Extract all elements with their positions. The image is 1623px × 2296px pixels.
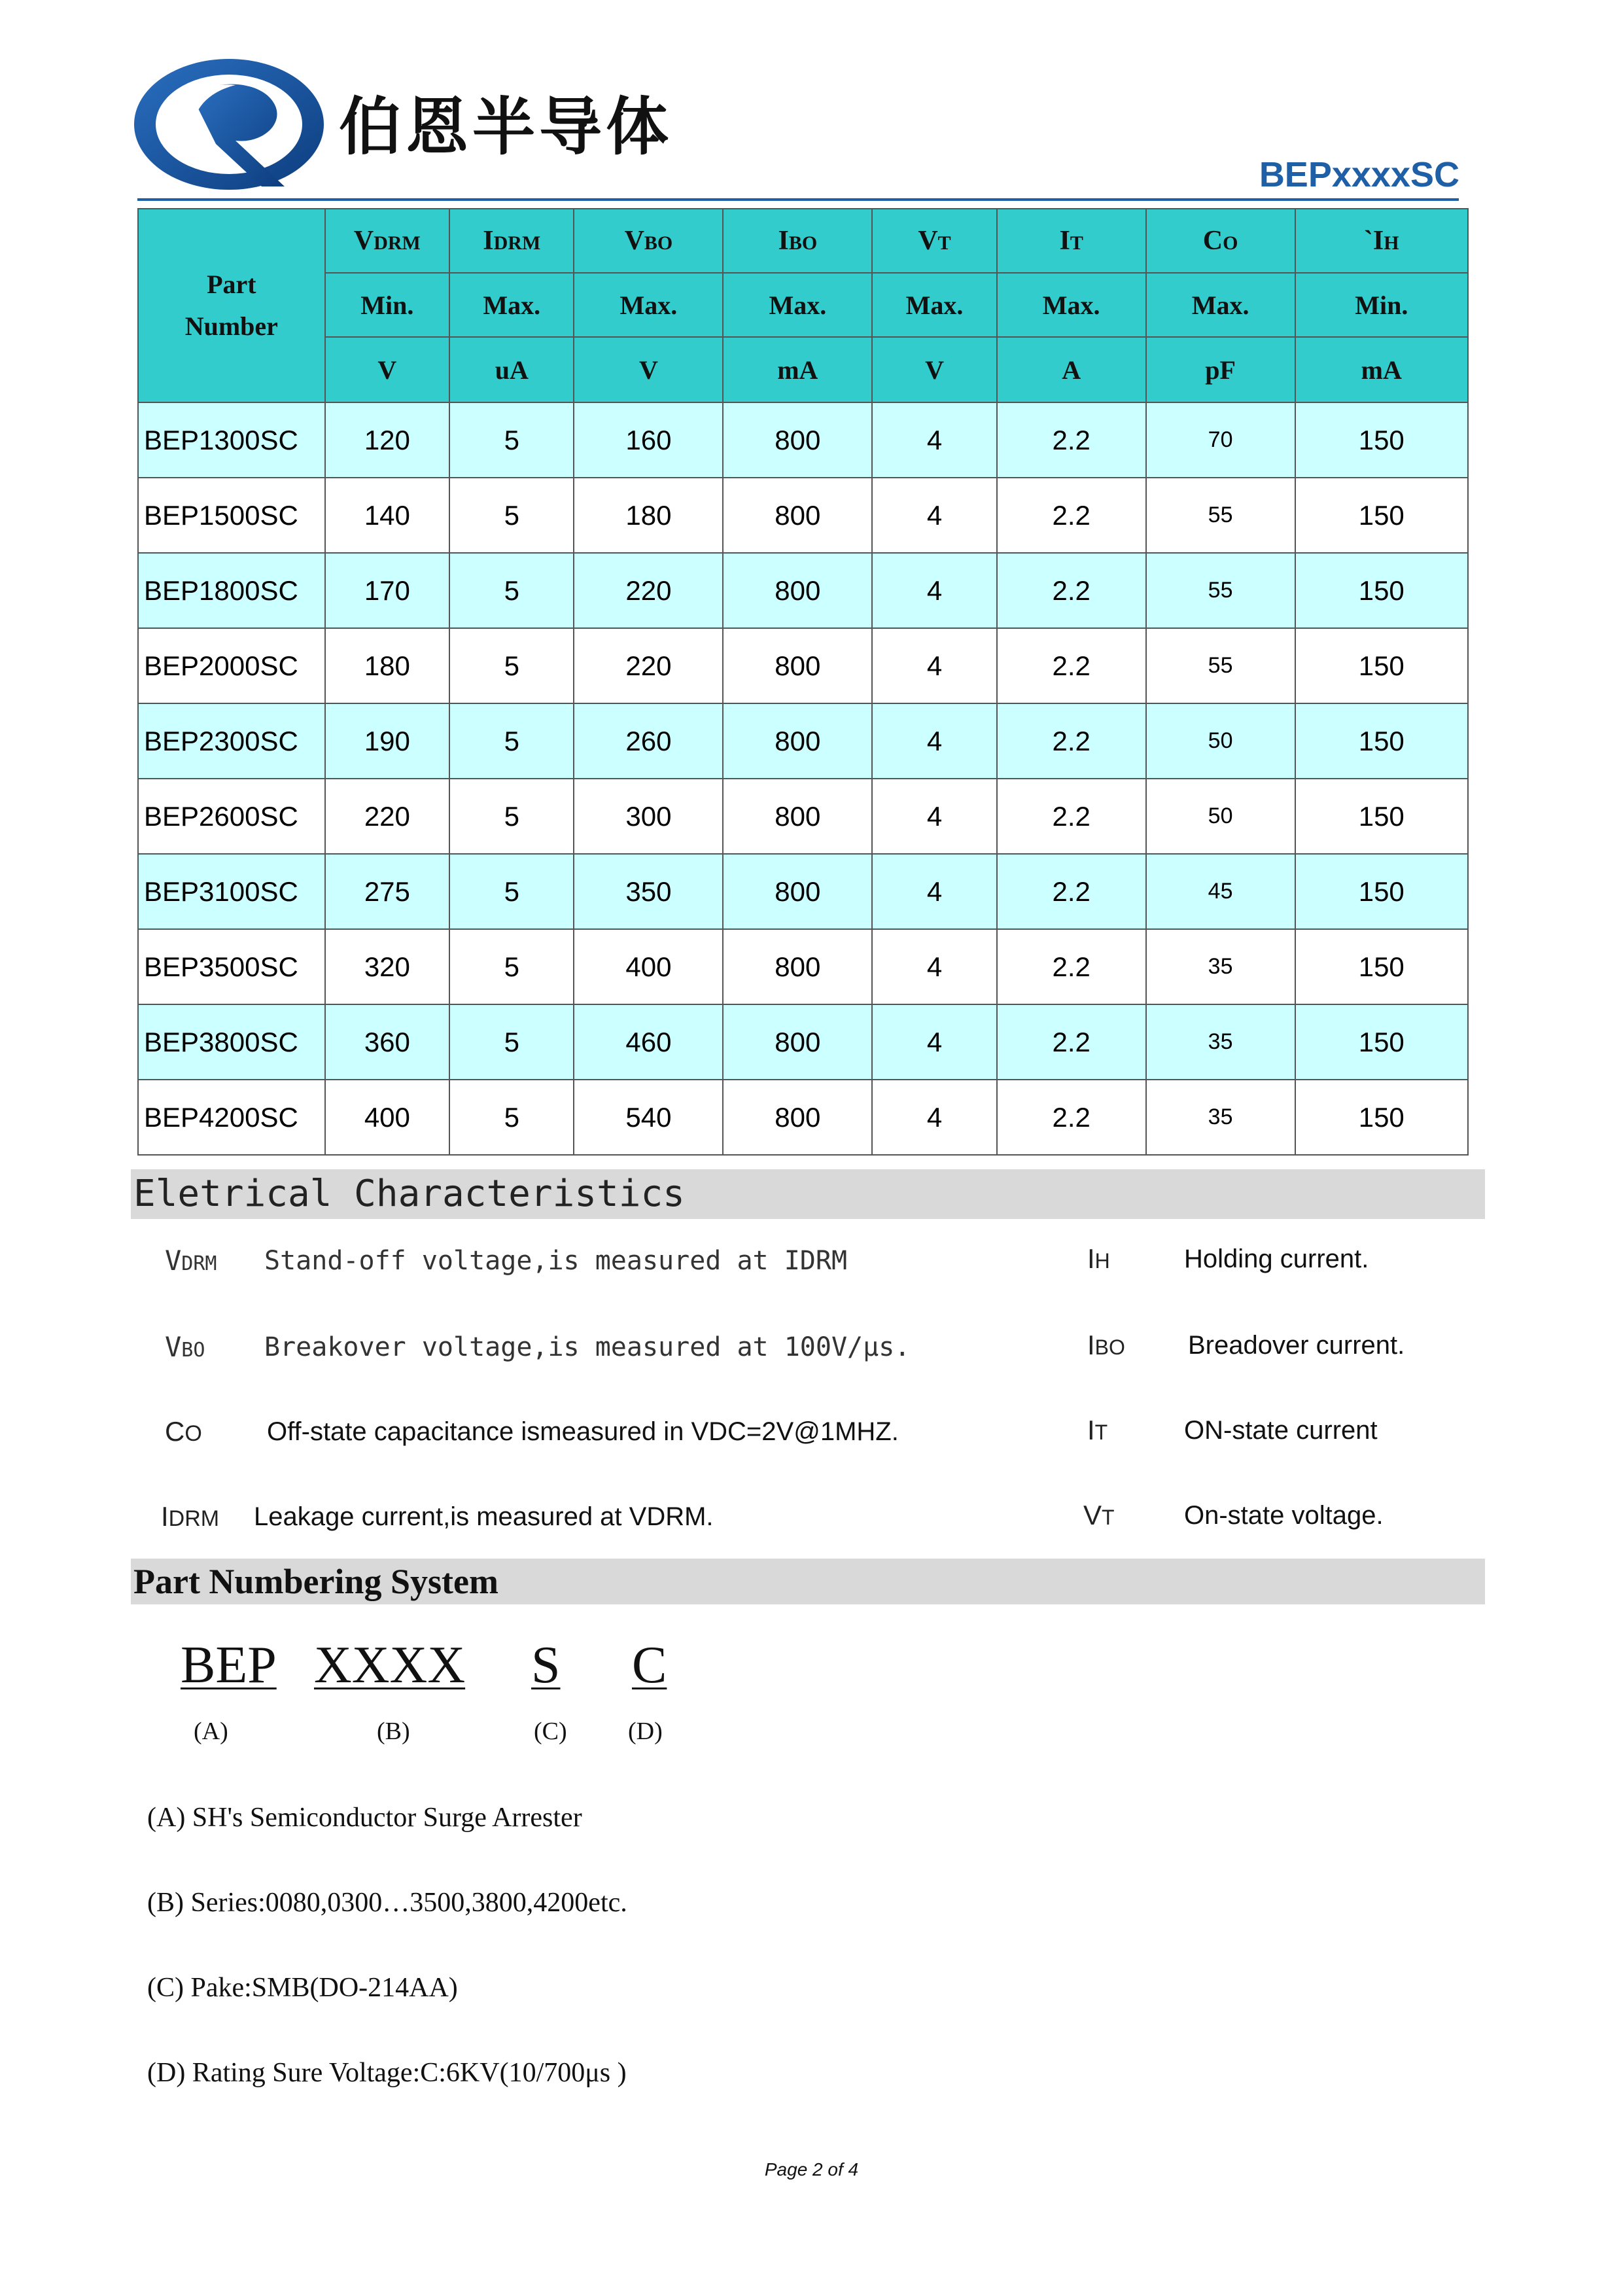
column-unit: mA xyxy=(723,337,872,402)
value-cell: 50 xyxy=(1146,779,1295,854)
part-description-d: (D) Rating Sure Voltage:C:6KV(10/700μs ) xyxy=(147,2058,627,2088)
value-cell: 150 xyxy=(1295,779,1468,854)
company-logo-icon xyxy=(131,52,327,196)
electrical-section-bar xyxy=(131,1169,1485,1219)
column-unit: A xyxy=(997,337,1146,402)
value-cell: 55 xyxy=(1146,628,1295,703)
value-cell: 160 xyxy=(574,402,723,478)
column-unit: uA xyxy=(449,337,574,402)
document-code: BEPxxxxSC xyxy=(1259,155,1459,194)
def-text-vdrm: Stand-off voltage,is measured at IDRM xyxy=(264,1246,848,1276)
value-cell: 800 xyxy=(723,703,872,779)
value-cell: 4 xyxy=(872,1004,996,1080)
column-limit: Max. xyxy=(449,273,574,337)
value-cell: 460 xyxy=(574,1004,723,1080)
table-row xyxy=(138,402,1468,478)
def-text-idrm: Leakage current,is measured at VDRM. xyxy=(254,1502,714,1531)
value-cell: 800 xyxy=(723,478,872,553)
value-cell: 2.2 xyxy=(997,779,1146,854)
def-symbol-vt: VT xyxy=(1083,1500,1115,1530)
value-cell: 220 xyxy=(574,628,723,703)
part-label-b: (B) xyxy=(377,1718,410,1745)
value-cell: 180 xyxy=(325,628,449,703)
electrical-title: Eletrical Characteristics xyxy=(133,1173,685,1215)
value-cell: 4 xyxy=(872,553,996,628)
value-cell: 150 xyxy=(1295,402,1468,478)
part-numbering-section-bar xyxy=(131,1559,1485,1604)
page-number: Page 2 of 4 xyxy=(764,2159,859,2180)
part-code-c: S xyxy=(531,1636,561,1694)
table-row xyxy=(138,1080,1468,1155)
value-cell: 800 xyxy=(723,854,872,929)
value-cell: 35 xyxy=(1146,1080,1295,1155)
value-cell: 5 xyxy=(449,402,574,478)
part-description-b: (B) Series:0080,0300…3500,3800,4200etc. xyxy=(147,1888,627,1918)
part-numbering-title: Part Numbering System xyxy=(133,1562,498,1601)
value-cell: 350 xyxy=(574,854,723,929)
part-code-d: C xyxy=(632,1636,667,1694)
def-symbol-ibo: IBO xyxy=(1087,1330,1125,1360)
value-cell: 320 xyxy=(325,929,449,1004)
value-cell: 800 xyxy=(723,929,872,1004)
value-cell: 5 xyxy=(449,478,574,553)
value-cell: 2.2 xyxy=(997,478,1146,553)
column-limit: Min. xyxy=(1295,273,1468,337)
part-number-cell: BEP3500SC xyxy=(138,929,325,1004)
def-text-co: Off-state capacitance ismeasured in VDC=2V@1MHZ. xyxy=(267,1417,899,1446)
def-text-ih: Holding current. xyxy=(1184,1245,1369,1273)
value-cell: 275 xyxy=(325,854,449,929)
column-symbol-it: IT xyxy=(997,209,1146,273)
part-number-header-line1: Part xyxy=(207,270,256,299)
value-cell: 150 xyxy=(1295,1004,1468,1080)
column-symbol-vt: VT xyxy=(872,209,996,273)
column-unit: mA xyxy=(1295,337,1468,402)
part-number-cell: BEP2000SC xyxy=(138,628,325,703)
value-cell: 5 xyxy=(449,553,574,628)
value-cell: 4 xyxy=(872,929,996,1004)
value-cell: 150 xyxy=(1295,929,1468,1004)
table-row xyxy=(138,553,1468,628)
part-description-c: (C) Pake:SMB(DO-214AA) xyxy=(147,1973,458,2003)
value-cell: 5 xyxy=(449,703,574,779)
value-cell: 150 xyxy=(1295,1080,1468,1155)
value-cell: 360 xyxy=(325,1004,449,1080)
value-cell: 4 xyxy=(872,703,996,779)
def-symbol-it: IT xyxy=(1087,1415,1108,1445)
value-cell: 4 xyxy=(872,854,996,929)
value-cell: 400 xyxy=(325,1080,449,1155)
specification-table xyxy=(137,208,1469,1156)
part-number-cell: BEP2600SC xyxy=(138,779,325,854)
part-number-cell: BEP3800SC xyxy=(138,1004,325,1080)
value-cell: 170 xyxy=(325,553,449,628)
value-cell: 150 xyxy=(1295,628,1468,703)
value-cell: 190 xyxy=(325,703,449,779)
value-cell: 5 xyxy=(449,929,574,1004)
def-symbol-vbo: VBO xyxy=(165,1331,205,1363)
value-cell: 5 xyxy=(449,628,574,703)
value-cell: 800 xyxy=(723,553,872,628)
value-cell: 120 xyxy=(325,402,449,478)
column-unit: V xyxy=(325,337,449,402)
value-cell: 800 xyxy=(723,628,872,703)
column-symbol-vbo: VBO xyxy=(574,209,723,273)
value-cell: 2.2 xyxy=(997,402,1146,478)
value-cell: 45 xyxy=(1146,854,1295,929)
table-row xyxy=(138,929,1468,1004)
column-symbol-ibo: IBO xyxy=(723,209,872,273)
value-cell: 4 xyxy=(872,402,996,478)
value-cell: 800 xyxy=(723,779,872,854)
value-cell: 55 xyxy=(1146,553,1295,628)
value-cell: 2.2 xyxy=(997,703,1146,779)
value-cell: 800 xyxy=(723,1080,872,1155)
part-label-c: (C) xyxy=(534,1718,567,1745)
value-cell: 800 xyxy=(723,1004,872,1080)
def-text-vbo: Breakover voltage,is measured at 100V/μs. xyxy=(264,1332,911,1362)
column-symbol-vdrm: VDRM xyxy=(325,209,449,273)
value-cell: 800 xyxy=(723,402,872,478)
value-cell: 300 xyxy=(574,779,723,854)
column-unit: pF xyxy=(1146,337,1295,402)
column-symbol-co: CO xyxy=(1146,209,1295,273)
value-cell: 2.2 xyxy=(997,1080,1146,1155)
table-row xyxy=(138,478,1468,553)
table-row xyxy=(138,854,1468,929)
part-code-a: BEP xyxy=(181,1636,277,1694)
column-limit: Max. xyxy=(997,273,1146,337)
table-row xyxy=(138,628,1468,703)
value-cell: 2.2 xyxy=(997,854,1146,929)
value-cell: 140 xyxy=(325,478,449,553)
value-cell: 540 xyxy=(574,1080,723,1155)
part-number-cell: BEP1300SC xyxy=(138,402,325,478)
column-symbol-idrm: IDRM xyxy=(449,209,574,273)
part-code-b: XXXX xyxy=(314,1636,466,1694)
column-unit: V xyxy=(574,337,723,402)
value-cell: 35 xyxy=(1146,929,1295,1004)
column-limit: Min. xyxy=(325,273,449,337)
value-cell: 35 xyxy=(1146,1004,1295,1080)
value-cell: 5 xyxy=(449,1004,574,1080)
value-cell: 5 xyxy=(449,854,574,929)
value-cell: 150 xyxy=(1295,478,1468,553)
header-divider xyxy=(137,198,1459,201)
column-limit: Max. xyxy=(723,273,872,337)
value-cell: 2.2 xyxy=(997,929,1146,1004)
value-cell: 5 xyxy=(449,1080,574,1155)
part-label-a: (A) xyxy=(194,1718,228,1745)
column-limit: Max. xyxy=(872,273,996,337)
part-number-cell: BEP4200SC xyxy=(138,1080,325,1155)
value-cell: 4 xyxy=(872,478,996,553)
def-text-ibo: Breadover current. xyxy=(1188,1331,1405,1360)
value-cell: 2.2 xyxy=(997,628,1146,703)
value-cell: 2.2 xyxy=(997,1004,1146,1080)
part-number-cell: BEP2300SC xyxy=(138,703,325,779)
value-cell: 220 xyxy=(325,779,449,854)
def-text-it: ON-state current xyxy=(1184,1416,1378,1445)
table-row xyxy=(138,779,1468,854)
value-cell: 5 xyxy=(449,779,574,854)
value-cell: 50 xyxy=(1146,703,1295,779)
table-body xyxy=(138,402,1468,1155)
table-row xyxy=(138,1004,1468,1080)
value-cell: 4 xyxy=(872,779,996,854)
column-symbol-ih: `IH xyxy=(1295,209,1468,273)
def-symbol-co: CO xyxy=(165,1416,202,1447)
value-cell: 180 xyxy=(574,478,723,553)
value-cell: 150 xyxy=(1295,703,1468,779)
column-limit: Max. xyxy=(574,273,723,337)
part-label-d: (D) xyxy=(628,1718,663,1745)
part-number-cell: BEP3100SC xyxy=(138,854,325,929)
company-name: 伯恩半导体 xyxy=(339,90,672,164)
value-cell: 70 xyxy=(1146,402,1295,478)
part-number-header xyxy=(138,209,325,402)
value-cell: 2.2 xyxy=(997,553,1146,628)
part-number-cell: BEP1800SC xyxy=(138,553,325,628)
part-description-a: (A) SH's Semiconductor Surge Arrester xyxy=(147,1803,582,1833)
value-cell: 150 xyxy=(1295,854,1468,929)
value-cell: 260 xyxy=(574,703,723,779)
value-cell: 55 xyxy=(1146,478,1295,553)
value-cell: 150 xyxy=(1295,553,1468,628)
value-cell: 4 xyxy=(872,628,996,703)
table-row xyxy=(138,703,1468,779)
value-cell: 400 xyxy=(574,929,723,1004)
def-symbol-idrm: IDRM xyxy=(161,1501,220,1532)
part-number-header-line2: Number xyxy=(184,311,278,341)
column-limit: Max. xyxy=(1146,273,1295,337)
value-cell: 220 xyxy=(574,553,723,628)
def-text-vt: On-state voltage. xyxy=(1184,1501,1384,1530)
part-number-cell: BEP1500SC xyxy=(138,478,325,553)
def-symbol-ih: IH xyxy=(1087,1243,1110,1274)
value-cell: 4 xyxy=(872,1080,996,1155)
def-symbol-vdrm: VDRM xyxy=(165,1245,217,1277)
column-unit: V xyxy=(872,337,996,402)
